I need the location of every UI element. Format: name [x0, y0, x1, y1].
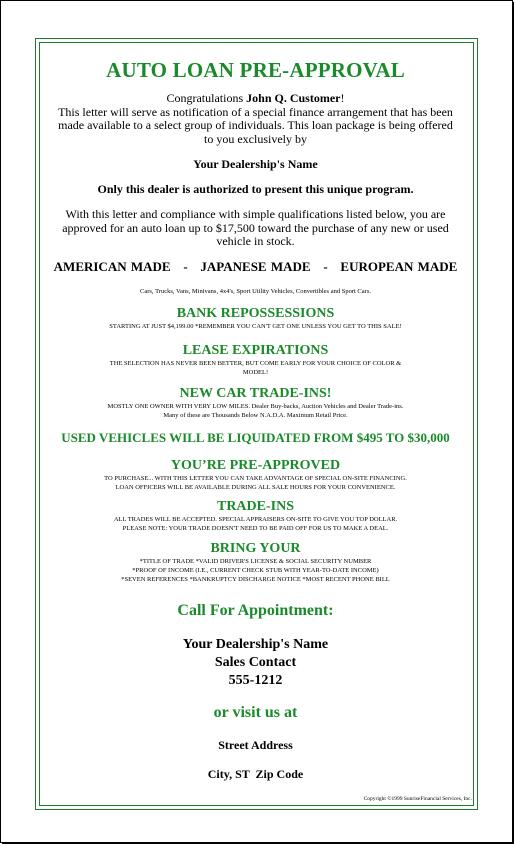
sales-contact: Sales Contact: [214, 654, 297, 670]
authorized-line: vehicle in stock.: [216, 234, 295, 248]
greeting-line: [44, 92, 467, 106]
section-bank-repossessions: [44, 306, 467, 331]
section-line: ALL TRADES WILL BE ACCEPTED. SPECIAL APPRAISERS ON-SITE TO GIVE YOU TOP DOLLAR.: [113, 515, 398, 523]
section-heading: LEASE EXPIRATIONS: [182, 342, 329, 358]
dealer-name: Your Dealership's Name: [193, 157, 318, 171]
section-new-car-trade-ins: [44, 386, 467, 420]
city-state-zip: City, ST Zip Code: [207, 766, 304, 781]
section-bring-your: [44, 541, 467, 584]
section-line: *TITLE OF TRADE *VALID DRIVER'S LICENSE & SOCIAL SECURITY NUMBER: [139, 557, 372, 565]
contact-dealer-name: Your Dealership's Name: [182, 636, 329, 652]
street-address: Street Address: [218, 737, 293, 752]
intro-line: This letter will serve as notification of a special finance arrangement that has been: [58, 104, 453, 119]
made-subline: Cars, Trucks, Vans, Minivans, 4x4's, Sport Utility Vehicles, Convertibles and Sport Cars.: [140, 287, 371, 295]
authorized-line: With this letter and compliance with simple qualifications listed below, you are: [65, 207, 446, 221]
used-vehicles-heading: USED VEHICLES WILL BE LIQUIDATED FROM $495 TO $30,000: [61, 429, 450, 445]
customer-name: John Q. Customer: [246, 91, 341, 105]
section-lease-expirations: [44, 343, 467, 377]
section-heading: TRADE-INS: [216, 498, 294, 514]
section-heading: BRING YOUR: [210, 540, 301, 556]
section-line: *SEVEN REFERENCES *BANKRUPTCY DISCHARGE NOTICE *MOST RECENT PHONE BILL: [121, 575, 390, 583]
authorized-line: approved for an auto loan up to $17,500 toward the purchase of any new or used: [62, 220, 449, 235]
authorized-paragraph: [44, 183, 467, 249]
contact-block: [44, 636, 467, 690]
call-for-appointment-heading: Call For Appointment:: [177, 601, 334, 619]
section-line: TO PURCHASE... WITH THIS LETTER YOU CAN TAKE ADVANTAGE OF SPECIAL ON-SITE FINANCING.: [104, 474, 407, 482]
page-title: AUTO LOAN PRE-APPROVAL: [106, 58, 405, 82]
letter-content: [44, 58, 467, 781]
section-line: MODEL!: [242, 368, 269, 376]
made-headline: AMERICAN MADE - JAPANESE MADE - EUROPEAN MADE: [53, 258, 458, 274]
section-line: MOSTLY ONE OWNER WITH VERY LOW MILES. Dealer Buy-backs, Auction Vehicles and Dealer Trade-ins.: [107, 402, 404, 410]
section-trade-ins: [44, 499, 467, 533]
phone-number: 555-1212: [228, 672, 283, 688]
section-heading: YOU’RE PRE-APPROVED: [170, 457, 341, 473]
section-heading: BANK REPOSSESSIONS: [176, 305, 335, 321]
authorized-headline: Only this dealer is authorized to present this unique program.: [97, 182, 414, 196]
section-line: LOAN OFFICERS WILL BE AVAILABLE DURING ALL SALE HOURS FOR YOUR CONVENIENCE.: [115, 483, 396, 491]
visit-us-heading: or visit us at: [213, 703, 298, 721]
section-line: *PROOF OF INCOME (I.E., CURRENT CHECK STUB WITH YEAR-TO-DATE INCOME): [132, 566, 379, 574]
copyright-notice: Copyright ©1999 SunriseFinancial Services, Inc.: [363, 796, 472, 802]
intro-paragraph: [44, 92, 467, 146]
greeting-prefix: Congratulations: [166, 91, 247, 105]
section-line: STARTING AT JUST $4,199.00 *REMEMBER YOU CAN'T GET ONE UNLESS YOU GET TO THIS SALE!: [109, 322, 402, 330]
section-heading: NEW CAR TRADE-INS!: [179, 385, 332, 401]
greeting-suffix: !: [340, 91, 345, 105]
section-line: PLEASE NOTE: YOUR TRADE DOESN'T NEED TO BE PAID OFF FOR US TO MAKE A DEAL.: [122, 524, 389, 532]
intro-line: to you exclusively by: [204, 131, 307, 146]
intro-line: made available to a select group of individuals. This loan package is being offered: [58, 118, 453, 132]
section-pre-approved: [44, 458, 467, 492]
section-line: Many of these are Thousands Below N.A.D.A. Maximum Retail Price.: [163, 411, 348, 419]
section-line: THE SELECTION HAS NEVER BEEN BETTER, BUT COME EARLY FOR YOUR CHOICE OF COLOR &: [109, 359, 402, 367]
